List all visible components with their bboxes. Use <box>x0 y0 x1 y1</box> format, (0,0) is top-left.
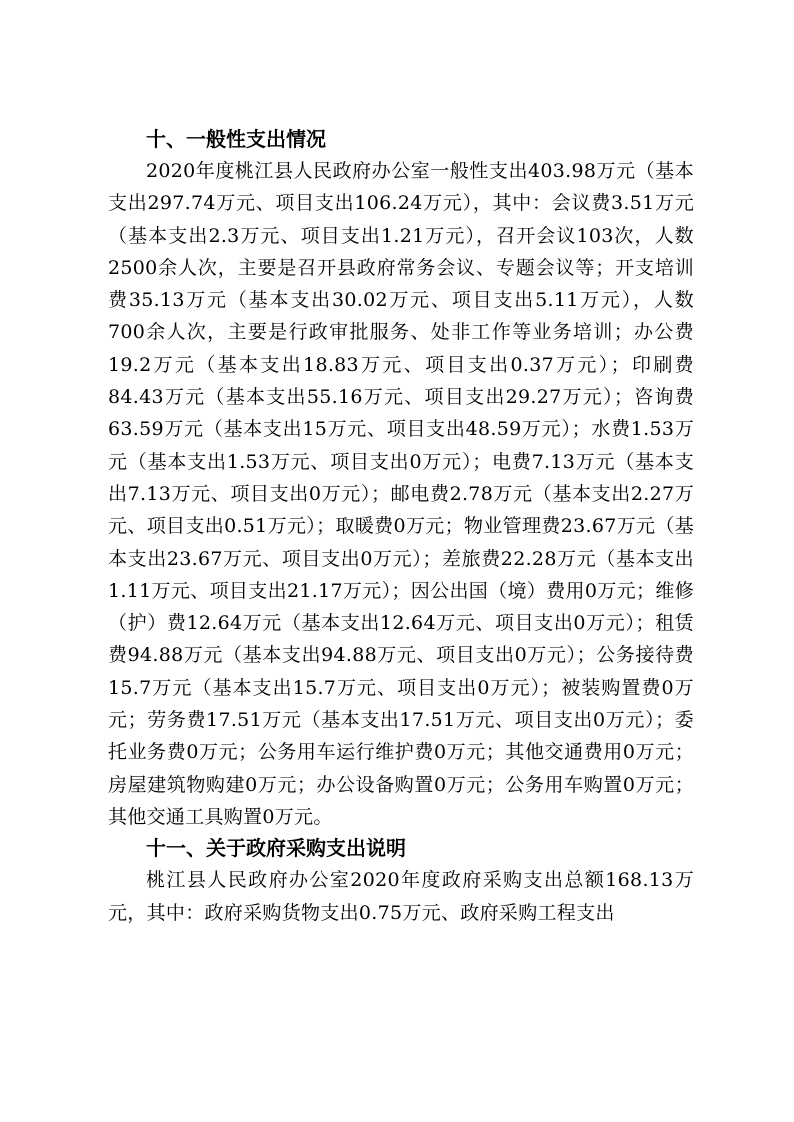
section-paragraph: 2020年度桃江县人民政府办公室一般性支出403.98万元（基本支出297.74万元、项目支出106.24万元），其中：会议费3.51万元（基本支出2.3万元、项目支出1.21万元），召开会议103次，人数2500余人次，主要是召开县政府常务会议、专题会议等；开支培训费35.13万元（基本支出30.02万元、项目支出5.11万元），人数700余人次，主要是行政审批服务、处非工作等业务培训；办公费19.2万元（基本支出18.83万元、项目支出0.37万元）；印刷费84.43万元（基本支出55.16万元、项目支出29.27万元）；咨询费63.59万元（基本支出15万元、项目支出48.59万元）；水费1.53万元（基本支出1.53万元、项目支出0万元）；电费7.13万元（基本支出7.13万元、项目支出0万元）；邮电费2.78万元（基本支出2.27万元、项目支出0.51万元）；取暖费0万元；物业管理费23.67万元（基本支出23.67万元、项目支出0万元）；差旅费22.28万元（基本支出1.11万元、项目支出21.17万元）；因公出国（境）费用0万元；维修（护）费12.64万元（基本支出12.64万元、项目支出0万元）；租赁费94.88万元（基本支出94.88万元、项目支出0万元）；公务接待费15.7万元（基本支出15.7万元、项目支出0万元）；被装购置费0万元；劳务费17.51万元（基本支出17.51万元、项目支出0万元）；委托业务费0万元；公务用车运行维护费0万元；其他交通费用0万元；房屋建筑物购建0万元；办公设备购置0万元；公务用车购置0万元；其他交通工具购置0万元。 <box>108 160 694 828</box>
section-heading: 十一、关于政府采购支出说明 <box>146 836 406 861</box>
document-body <box>108 124 694 929</box>
section-government-procurement <box>108 833 694 929</box>
section-heading: 十、一般性支出情况 <box>146 127 326 151</box>
section-paragraph: 桃江县人民政府办公室2020年度政府采购支出总额168.13万元，其中：政府采购货物支出0.75万元、政府采购工程支出 <box>108 869 694 924</box>
section-general-expenditure <box>108 124 694 833</box>
